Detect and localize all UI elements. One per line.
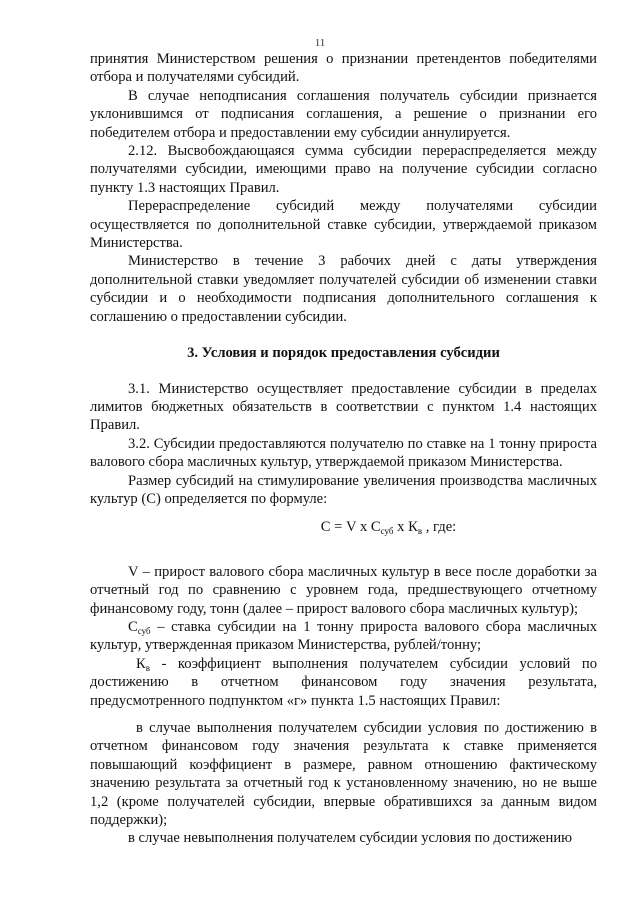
def-c-subscript: суб bbox=[137, 625, 151, 636]
paragraph-unsigned-agreement: В случае неподписания соглашения получатель субсидии признается уклонившимся от подписания соглашения, а решение о признании его победителем отбора и предоставлении ему субсидии аннулируется. bbox=[90, 87, 597, 141]
section-3-heading: 3. Условия и порядок предоставления субсидии bbox=[187, 345, 500, 362]
document-body bbox=[90, 50, 597, 848]
definition-v: V – прирост валового сбора масличных культур в весе после доработки за отчетный год по сравнению с уровнем года, предшествующего отчетному финансовому году, тонн (далее – прирост валового сбора масличных культур); bbox=[90, 563, 597, 617]
definition-c-sub bbox=[90, 618, 597, 655]
def-c-symbol: С bbox=[128, 618, 138, 635]
def-k-text: - коэффициент выполнения получателем субсидии условий по достижению в отчетном финансовом году значения результата, предусмотренного подпунктом «г» пункта 1.5 настоящих Правил: bbox=[90, 655, 597, 709]
paragraph-ministry-notice: Министерство в течение 3 рабочих дней с даты утверждения дополнительной ставки уведомляет получателей субсидии об изменении ставки субсидии и о необходимости подписания дополнительного соглашения к соглашению о предоставлении субсидии. bbox=[90, 253, 597, 325]
paragraph-3-2: 3.2. Субсидии предоставляются получателю по ставке на 1 тонну прироста валового сбора масличных культур, утверждаемой приказом Министерства. bbox=[90, 435, 597, 471]
case-not-fulfilled: в случае невыполнения получателем субсидии условия по достижению bbox=[128, 830, 573, 847]
paragraph-continuation: принятия Министерством решения о признании претендентов победителями отбора и получателями субсидий. bbox=[90, 51, 597, 86]
formula-tail: , где: bbox=[422, 519, 457, 536]
def-k-symbol: К bbox=[136, 655, 146, 672]
case-fulfilled: в случае выполнения получателем субсидии условия по достижению в отчетном финансовом году значения результата к ставке применяется повышающий коэффициент в размере, равном отношению фактическому значению результата за отчетный год к установленному значению, но не выше 1,2 (кроме получателей субсидии, впервые обратившихся за данным видом поддержки); bbox=[90, 720, 597, 829]
formula-sub-sub: суб bbox=[380, 526, 394, 537]
page-number: 11 bbox=[314, 37, 326, 49]
def-k-subscript: в bbox=[145, 662, 150, 673]
paragraph-2-12: 2.12. Высвобождающаяся сумма субсидии перераспределяется между получателями субсидии, имеющими право на получение субсидии согласно пункту 1.3 настоящих Правил. bbox=[90, 143, 597, 196]
definition-k-v bbox=[90, 655, 597, 710]
def-c-text: – ставка субсидии на 1 тонну прироста валового сбора масличных культур, утвержденная приказом Министерства, рублей/тонну; bbox=[90, 618, 597, 654]
formula-lhs: С = V х С bbox=[320, 519, 381, 536]
formula-sub-v: в bbox=[417, 526, 423, 537]
paragraph-3-1: 3.1. Министерство осуществляет предоставление субсидии в пределах лимитов бюджетных обязательств в соответствии с пунктом 1.4 настоящих Правил. bbox=[90, 380, 597, 434]
paragraph-redistribution: Перераспределение субсидий между получателями субсидии осуществляется по дополнительной ставке субсидии, утверждаемой приказом Министерства. bbox=[90, 198, 597, 252]
subsidy-formula bbox=[90, 518, 597, 536]
paragraph-subsidy-size: Размер субсидий на стимулирование увеличения производства масличных культур (С) определяется по формуле: bbox=[90, 472, 597, 507]
formula-mid: х К bbox=[393, 519, 418, 536]
